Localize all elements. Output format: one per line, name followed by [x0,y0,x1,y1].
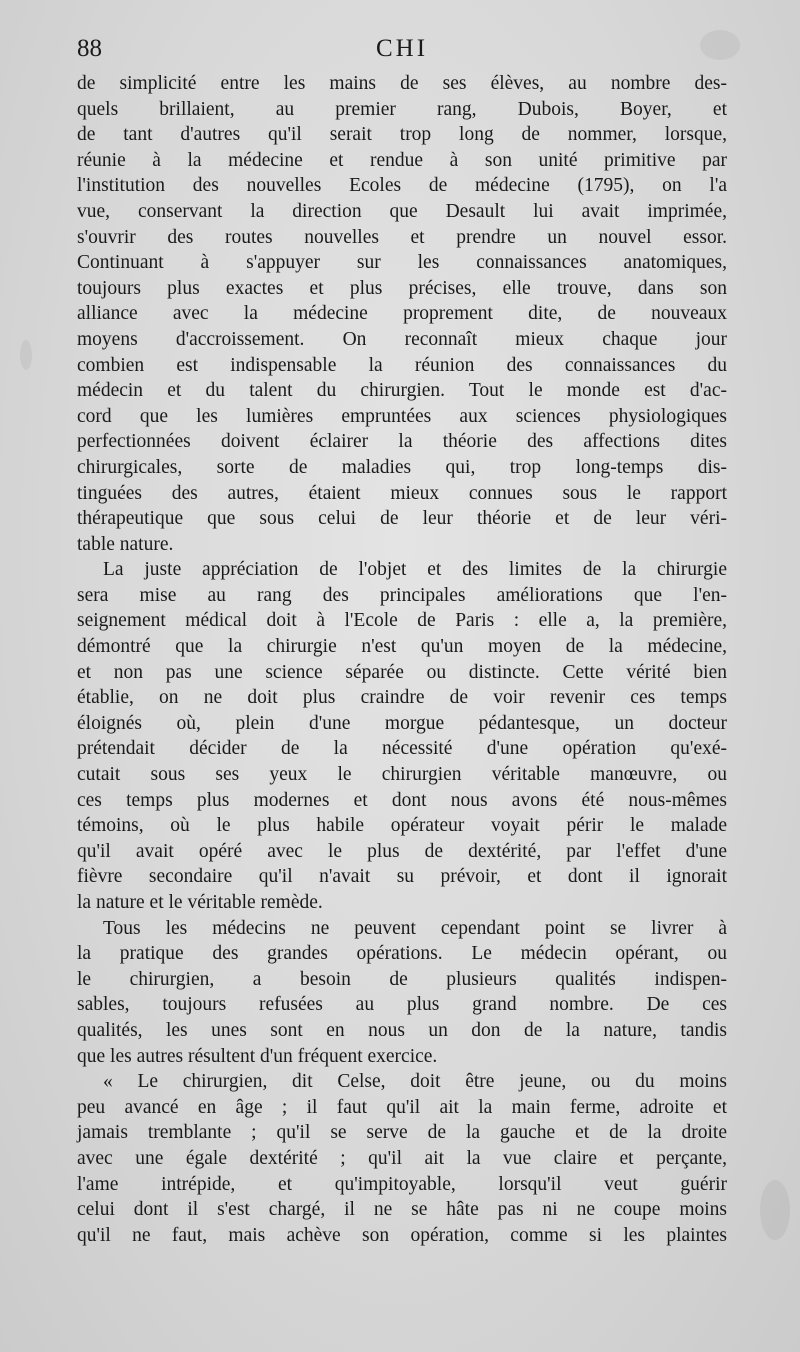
text-line: toujours plus exactes et plus précises, elle trouve, dans son [77,277,727,299]
text-line: de tant d'autres qu'il serait trop long de nommer, lorsque, [77,124,727,146]
text-line: médecin et du talent du chirurgien. Tout le monde est d'ac- [77,380,727,402]
text-line: prétendait décider de la nécessité d'une opération qu'exé- [77,738,727,760]
text-line: et non pas une science séparée ou distincte. Cette vérité bien [77,661,727,683]
text-line: combien est indispensable la réunion des connaissances du [77,354,727,376]
text-line: éloignés où, plein d'une morgue pédantesque, un docteur [77,712,727,734]
text-line: s'ouvrir des routes nouvelles et prendre un nouvel essor. [77,226,727,248]
text-line: qu'il avait opéré avec le plus de dextérité, par l'effet d'une [77,840,727,862]
text-line: le chirurgien, a besoin de plusieurs qualités indispen- [77,968,727,990]
text-line: celui dont il s'est chargé, il ne se hâte pas ni ne coupe moins [77,1199,727,1221]
text-line: Continuant à s'appuyer sur les connaissances anatomiques, [77,252,727,274]
paper-stain [20,340,32,370]
text-line: sables, toujours refusées au plus grand nombre. De ces [77,994,727,1016]
paragraph [77,557,727,915]
text-line: qu'il ne faut, mais achève son opération, comme si les plaintes [77,1224,727,1246]
paragraph [77,916,727,1070]
running-head [77,32,727,66]
text-line: « Le chirurgien, dit Celse, doit être jeune, ou du moins [103,1071,727,1093]
text-line: cutait sous ses yeux le chirurgien véritable manœuvre, ou [77,764,727,786]
text-line: démontré que la chirurgie n'est qu'un moyen de la médecine, [77,636,727,658]
text-line: l'institution des nouvelles Ecoles de médecine (1795), on l'a [77,175,727,197]
text-line: témoins, où le plus habile opérateur voyait périr le malade [77,815,727,837]
text-line: la pratique des grandes opérations. Le médecin opérant, ou [77,943,727,965]
text-line: La juste appréciation de l'objet et des limites de la chirurgie [103,559,727,581]
paper-stain [760,1180,790,1240]
text-line: établie, on ne doit plus craindre de voir revenir ces temps [77,687,727,709]
text-line: l'ame intrépide, et qu'impitoyable, lorsqu'il veut guérir [77,1173,727,1195]
text-line: thérapeutique que sous celui de leur théorie et de leur véri- [77,508,727,530]
text-line: la nature et le véritable remède. [77,892,323,913]
text-line: chirurgicales, sorte de maladies qui, trop long-temps dis- [77,456,727,478]
text-line: vue, conservant la direction que Desault lui avait imprimée, [77,200,727,222]
paragraph [77,71,727,557]
text-line: jamais tremblante ; qu'il se serve de la gauche et de la droite [77,1122,727,1144]
text-line: peu avancé en âge ; il faut qu'il ait la main ferme, adroite et [77,1096,727,1118]
text-line: sera mise au rang des principales améliorations que l'en- [77,584,727,606]
text-line: réunie à la médecine et rendue à son unité primitive par [77,149,727,171]
text-line: fièvre secondaire qu'il n'avait su prévoir, et dont il ignorait [77,866,727,888]
text-line: que les autres résultent d'un fréquent exercice. [77,1045,438,1067]
text-line: tinguées des autres, étaient mieux connues sous le rapport [77,482,727,504]
text-line: ces temps plus modernes et dont nous avons été nous-mêmes [77,789,727,811]
running-title: CHI [375,35,429,62]
text-line: alliance avec la médecine proprement dite, de nouveaux [77,303,727,325]
text-line: avec une égale dextérité ; qu'il ait la vue claire et perçante, [77,1147,727,1169]
text-line: moyens d'accroissement. On reconnaît mieux chaque jour [77,328,727,350]
text-line: de simplicité entre les mains de ses élèves, au nombre des- [77,73,727,94]
body-text [77,71,727,1248]
text-line: table nature. [77,533,174,555]
text-line: perfectionnées doivent éclairer la théorie des affections dites [77,431,727,453]
paragraph [77,1069,727,1248]
text-line: qualités, les unes sont en nous un don de la nature, tandis [77,1019,727,1041]
text-line: seignement médical doit à l'Ecole de Paris : elle a, la première, [77,610,727,632]
text-line: quels brillaient, au premier rang, Dubois, Boyer, et [77,98,727,120]
text-line: Tous les médecins ne peuvent cependant point se livrer à [103,917,727,939]
text-line: cord que les lumières empruntées aux sciences physiologiques [77,405,727,427]
page-number: 88 [77,35,102,62]
